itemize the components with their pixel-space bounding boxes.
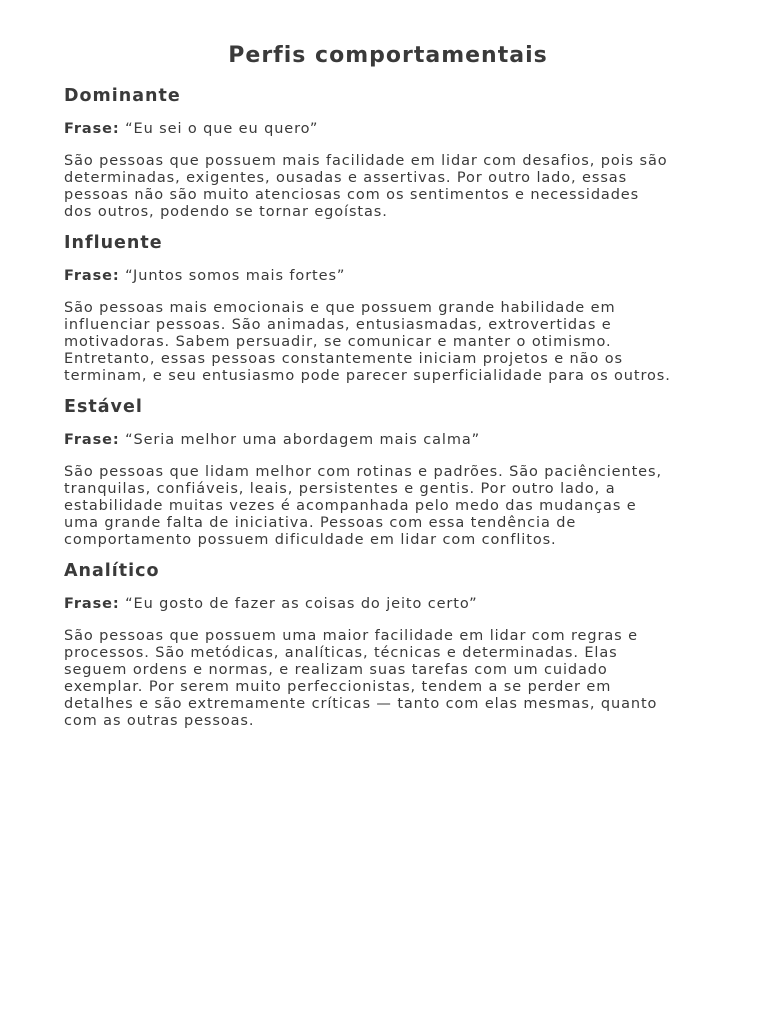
phrase-quote: “Juntos somos mais fortes” <box>125 268 346 284</box>
profile-section <box>64 395 712 549</box>
description-line: exemplar. Por serem muito perfeccionistas, tendem a se perder em <box>64 679 612 695</box>
description-line: determinadas, exigentes, ousadas e assertivas. Por outro lado, essas <box>64 170 628 186</box>
description-line: São pessoas que possuem uma maior facilidade em lidar com regras e <box>64 628 638 644</box>
section-description <box>64 464 724 549</box>
section-heading: Influente <box>64 233 163 253</box>
phrase-line <box>64 265 712 287</box>
phrase-line <box>64 429 712 451</box>
profile-section <box>64 84 712 221</box>
description-line: estabilidade muitas vezes é acompanhada pelo medo das mudanças e <box>64 498 637 514</box>
phrase-label: Frase: <box>64 268 120 284</box>
profile-section <box>64 231 712 385</box>
description-line: seguem ordens e normas, e realizam suas tarefas com um cuidado <box>64 662 608 678</box>
phrase-label: Frase: <box>64 596 120 612</box>
description-line: pessoas não são muito atenciosas com os sentimentos e necessidades <box>64 187 640 203</box>
phrase-label: Frase: <box>64 432 120 448</box>
profiles-list <box>64 84 712 730</box>
profile-section <box>64 559 712 730</box>
phrase-quote: “Seria melhor uma abordagem mais calma” <box>125 432 481 448</box>
description-line: tranquilas, confiáveis, leais, persistentes e gentis. Por outro lado, a <box>64 481 616 497</box>
phrase-quote: “Eu sei o que eu quero” <box>125 121 319 137</box>
description-line: uma grande falta de iniciativa. Pessoas com essa tendência de <box>64 515 577 531</box>
section-heading: Analítico <box>64 561 160 581</box>
description-line: detalhes e são extremamente críticas — tanto com elas mesmas, quanto <box>64 696 658 712</box>
description-line: Entretanto, essas pessoas constantemente iniciam projetos e não os <box>64 351 623 367</box>
description-line: dos outros, podendo se tornar egoístas. <box>64 204 388 220</box>
phrase-quote: “Eu gosto de fazer as coisas do jeito certo” <box>125 596 478 612</box>
description-line: influenciar pessoas. São animadas, entusiasmadas, extrovertidas e <box>64 317 612 333</box>
section-heading: Dominante <box>64 86 181 106</box>
description-line: motivadoras. Sabem persuadir, se comunicar e manter o otimismo. <box>64 334 612 350</box>
phrase-label: Frase: <box>64 121 120 137</box>
section-description <box>64 153 724 221</box>
description-line: São pessoas que possuem mais facilidade em lidar com desafios, pois são <box>64 153 668 169</box>
section-description <box>64 628 724 730</box>
description-line: com as outras pessoas. <box>64 713 255 729</box>
section-description <box>64 300 724 385</box>
phrase-line <box>64 593 712 615</box>
description-line: terminam, e seu entusiasmo pode parecer superficialidade para os outros. <box>64 368 671 384</box>
section-heading: Estável <box>64 397 143 417</box>
phrase-line <box>64 118 712 140</box>
page-title: Perfis comportamentais <box>228 43 548 68</box>
description-line: comportamento possuem dificuldade em lidar com conflitos. <box>64 532 557 548</box>
description-line: São pessoas mais emocionais e que possuem grande habilidade em <box>64 300 616 316</box>
description-line: São pessoas que lidam melhor com rotinas e padrões. São paciêncientes, <box>64 464 662 480</box>
description-line: processos. São metódicas, analíticas, técnicas e determinadas. Elas <box>64 645 618 661</box>
